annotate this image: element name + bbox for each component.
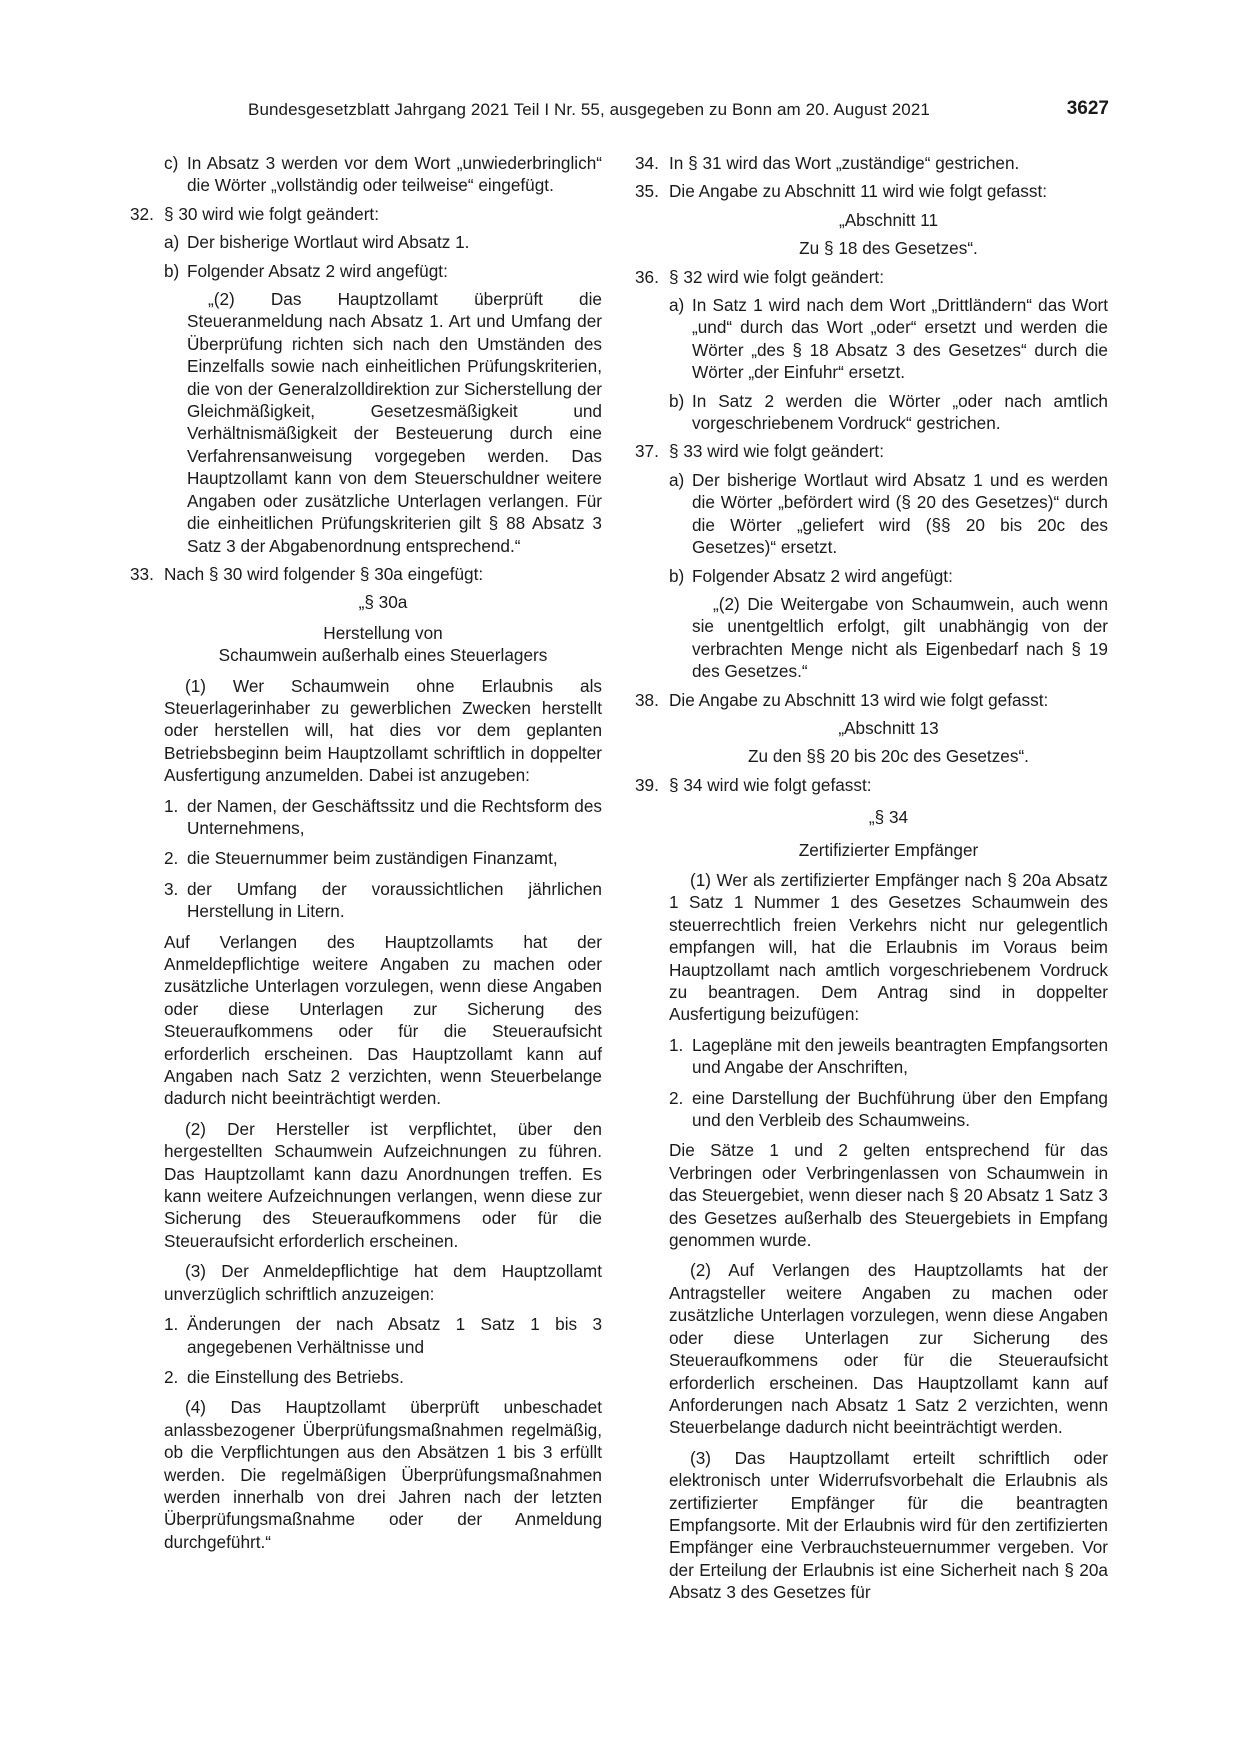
paragraph: (3) Das Hauptzollamt erteilt schriftlich oder elektronisch unter Widerrufsvorbehalt die Erlaubnis als zertifizierter Empfänger für die beantragten Empfangsorte. Mit der Erlaubnis wird für den zertifizierten Empfänger eine Verbrauchsteuernummer vergeben. Vor der Erteilung der Erlaubnis ist eine Sicherheit nach § 20a Absatz 3 des Gesetzes für: [669, 1447, 1108, 1603]
list-item: 2. eine Darstellung der Buchführung über den Empfang und den Verbleib des Schaumweins.: [669, 1087, 1108, 1131]
list-item: 1. Lagepläne mit den jeweils beantragten Empfangsorten und Angabe der Anschriften,: [669, 1034, 1108, 1078]
amendment-item-36: 36. § 32 wird wie folgt geändert:: [635, 266, 884, 287]
list-item: a) Der bisherige Wortlaut wird Absatz 1 und es werden die Wörter „befördert wird (§ 20 des Gesetzes)“ durch die Wörter „geliefert wird (§§ 20 bis 20c des Gesetzes)“ ersetzt.: [669, 469, 1108, 558]
list-item: b) In Satz 2 werden die Wörter „oder nach amtlich vorgeschriebenem Vordruck“ gestrichen.: [669, 390, 1108, 434]
list-item: 1. Änderungen der nach Absatz 1 Satz 1 bis 3 angegebenen Verhältnisse und: [164, 1314, 602, 1357]
amendment-item-33: 33. Nach § 30 wird folgender § 30a eingefügt:: [130, 563, 484, 584]
running-header: Bundesgesetzblatt Jahrgang 2021 Teil I Nr. 55, ausgegeben zu Bonn am 20. August 2021: [248, 100, 930, 119]
paragraph: (3) Der Anmeldepflichtige hat dem Hauptzollamt unverzüglich schriftlich anzuzeigen:: [164, 1261, 602, 1304]
amendment-item-37: 37. § 33 wird wie folgt geändert:: [635, 441, 884, 462]
list-item: 3. der Umfang der voraussichtlichen jährlichen Herstellung in Litern.: [164, 878, 602, 922]
amendment-item-34: 34. In § 31 wird das Wort „zuständige“ gestrichen.: [635, 153, 1020, 173]
section-heading: „§ 34: [868, 807, 909, 828]
quoted-heading: „Abschnitt 11: [838, 209, 939, 230]
amendment-item-39: 39. § 34 wird wie folgt gefasst:: [635, 774, 872, 795]
paragraph: (2) Auf Verlangen des Hauptzollamts hat der Antragsteller weitere Angaben zu machen oder zusätzliche Unterlagen vorzulegen, wenn diese Angaben oder diese Unterlagen zur Sicherung des Steueraufkommens oder für die Steueraufsicht erforderlich erscheinen. Das Hauptzollamt kann auf Anforderungen nach Absatz 1 Satz 2 verzichten, wenn Steuerbelange dadurch nicht beeinträchtigt werden.: [669, 1260, 1108, 1438]
paragraph: (4) Das Hauptzollamt überprüft unbeschadet anlassbezogener Überprüfungsmaßnahmen regelmäßig, ob die Verpflichtungen aus den Absätzen 1 bis 3 erfüllt werden. Die regelmäßigen Überprüfungsmaßnahmen werden innerhalb von drei Jahren nach der letzten Überprüfungsmaßnahme oder der Anmeldung durchgeführt.“: [164, 1397, 602, 1552]
section-title: Herstellung von: [323, 622, 443, 643]
list-item: a) Der bisherige Wortlaut wird Absatz 1.: [164, 232, 470, 253]
list-item: a) In Satz 1 wird nach dem Wort „Drittländern“ das Wort „und“ durch das Wort „oder“ ersetzt und werden die Wörter „des § 18 Absatz 3 des Gesetzes“ durch die Wörter „der Einfuhr“ ersetzt.: [669, 295, 1108, 383]
left-column: [130, 152, 602, 1553]
section-heading: „§ 30a: [358, 592, 408, 613]
paragraph: (1) Wer als zertifizierter Empfänger nach § 20a Absatz 1 Satz 1 Nummer 1 des Gesetzes Schaumwein des steuerrechtlich freien Verkehrs nicht nur gelegentlich empfangen will, hat die Erlaubnis im Voraus beim Hauptzollamt nach amtlich vorgeschriebenem Vordruck zu beantragen. Dem Antrag sind in doppelter Ausfertigung beizufügen:: [669, 869, 1108, 1025]
paragraph: Auf Verlangen des Hauptzollamts hat der Anmeldepflichtige weitere Angaben zu machen oder zusätzliche Unterlagen vorzulegen, wenn diese Angaben oder diese Unterlagen zur Sicherung des Steueraufkommens oder für die Steueraufsicht erforderlich erscheinen. Das Hauptzollamt kann auf Angaben nach Satz 2 verzichten, wenn Steuerbelange dadurch nicht beeinträchtigt werden.: [164, 931, 602, 1109]
quoted-heading: Zu § 18 des Gesetzes“.: [799, 238, 978, 259]
quoted-paragraph: „(2) Die Weitergabe von Schaumwein, auch wenn sie unentgeltlich erfolgt, gilt unabhängig von der verbrachten Menge nicht als Eigenbedarf nach § 19 des Gesetzes.“: [692, 593, 1108, 682]
paragraph: Die Sätze 1 und 2 gelten entsprechend für das Verbringen oder Verbringenlassen von Schaumwein in das Steuergebiet, wenn dieser nach § 20 Absatz 1 Satz 3 des Gesetzes außerhalb des Steuergebiets in Empfang genommen wurde.: [669, 1140, 1108, 1251]
paragraph: (1) Wer Schaumwein ohne Erlaubnis als Steuerlagerinhaber zu gewerblichen Zwecken herstellt oder herstellen will, hat dies vor dem geplanten Betriebsbeginn beim Hauptzollamt schriftlich in doppelter Ausfertigung anzumelden. Dabei ist anzugeben:: [164, 675, 602, 786]
quoted-heading: „Abschnitt 13: [838, 717, 939, 738]
section-title: Zertifizierter Empfänger: [798, 839, 979, 860]
list-item: 2. die Steuernummer beim zuständigen Finanzamt,: [164, 848, 558, 869]
amendment-item-38: 38. Die Angabe zu Abschnitt 13 wird wie folgt gefasst:: [635, 689, 1049, 710]
amendment-item-32: 32. § 30 wird wie folgt geändert:: [130, 203, 379, 224]
list-item: 2. die Einstellung des Betriebs.: [164, 1366, 404, 1387]
page-number: 3627: [1066, 98, 1109, 119]
right-column: [635, 152, 1108, 1604]
list-item: 1. der Namen, der Geschäftssitz und die Rechtsform des Unternehmens,: [164, 795, 602, 838]
section-title: Schaumwein außerhalb eines Steuerlagers: [218, 645, 548, 666]
paragraph: (2) Der Hersteller ist verpflichtet, über den hergestellten Schaumwein Aufzeichnungen zu führen. Das Hauptzollamt kann dazu Anordnungen treffen. Es kann weitere Aufzeichnungen verlangen, wenn diese zur Sicherung des Steueraufkommens oder für die Steueraufsicht erforderlich erscheinen.: [164, 1118, 602, 1251]
quoted-heading: Zu den §§ 20 bis 20c des Gesetzes“.: [748, 746, 1029, 767]
list-item: c) In Absatz 3 werden vor dem Wort „unwiederbringlich“ die Wörter „vollständig oder teilweise“ eingefügt.: [164, 153, 602, 196]
quoted-paragraph: „(2) Das Hauptzollamt überprüft die Steueranmeldung nach Absatz 1. Art und Umfang der Überprüfung richten sich nach den Umständen des Einzelfalls sowie nach einheitlichen Prüfungskriterien, die von der Generalzolldirektion zur Sicherstellung der Gleichmäßigkeit, Gesetzesmäßigkeit und Verhältnismäßigkeit der Besteuerung durch eine Verfahrensanweisung vorgegeben werden. Das Hauptzollamt kann von dem Steuerschuldner weitere Angaben oder zusätzliche Unterlagen verlangen. Für die einheitlichen Prüfungskriterien gilt § 88 Absatz 3 Satz 3 der Abgabenordnung entsprechend.“: [187, 289, 602, 556]
list-item: b) Folgender Absatz 2 wird angefügt:: [669, 565, 953, 586]
list-item: b) Folgender Absatz 2 wird angefügt:: [164, 260, 448, 281]
amendment-item-35: 35. Die Angabe zu Abschnitt 11 wird wie folgt gefasst:: [635, 181, 1048, 202]
